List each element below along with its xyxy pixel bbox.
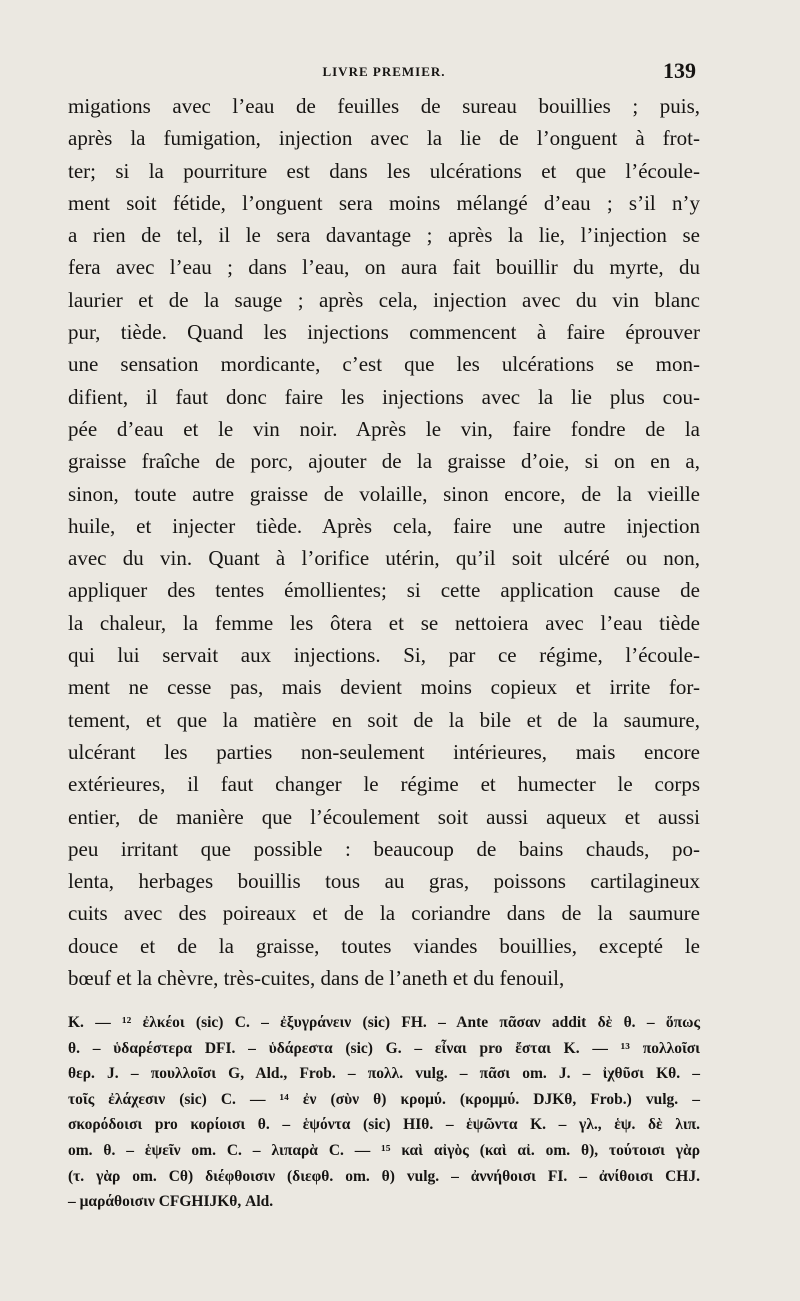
text-line: ulcérant les parties non-seulement intérieures, mais encore [68, 739, 700, 764]
text-line: entier, de manière que l’écoulement soit aussi aqueux et aussi [68, 804, 700, 829]
text-line: avec du vin. Quant à l’orifice utérin, qu’il soit ulcéré ou non, [68, 546, 700, 571]
text-line: lenta, herbages bouillis tous au gras, poissons cartilagineux [68, 869, 700, 894]
text-line: bœuf et la chèvre, très-cuites, dans de l’aneth et du fenouil, [68, 966, 565, 991]
text-line: ment ne cesse pas, mais devient moins copieux et irrite for- [68, 675, 700, 700]
text-line: laurier et de la sauge ; après cela, injection avec du vin blanc [68, 287, 700, 312]
footnote-line: θ. – ὑδαρέστερα DFI. – ὑδάρεστα (sic) G. – εἶναι pro ἔσται K. — ¹³ πολλοῖσι [68, 1039, 700, 1057]
text-line: cuits avec des poireaux et de la coriandre dans de la saumure [68, 901, 700, 926]
text-line: appliquer des tentes émollientes; si cette application cause de [68, 578, 700, 603]
body-text [68, 90, 700, 994]
running-head [68, 58, 700, 88]
text-line: tement, et que la matière en soit de la bile et de la saumure, [68, 707, 700, 732]
footnote-line: θερ. J. – πουλλοῖσι G, Ald., Frob. – πολλ. vulg. – πᾶσι om. J. – ἰχθῦσι Kθ. – [68, 1065, 700, 1083]
footnote-line: K. — ¹² ἐλκέοι (sic) C. – ἐξυγράνειν (sic) FH. – Ante πᾶσαν addit δὲ θ. – ὅπως [68, 1014, 700, 1031]
footnotes [68, 1010, 700, 1215]
footnote-line: τοῖς ἐλάχεσιν (sic) C. — ¹⁴ ἐν (σὺν θ) κρομύ. (κρομμύ. DJKθ, Frob.) vulg. – [68, 1090, 700, 1108]
text-line: fera avec l’eau ; dans l’eau, on aura fait bouillir du myrte, du [68, 255, 700, 280]
text-line: après la fumigation, injection avec la lie de l’onguent à frot- [68, 126, 700, 151]
text-line: migations avec l’eau de feuilles de sureau bouillies ; puis, [68, 94, 700, 118]
text-line: extérieures, il faut changer le régime et humecter le corps [68, 772, 700, 797]
text-line: pur, tiède. Quand les injections commencent à faire éprouver [68, 320, 700, 345]
running-title: LIVRE PREMIER. [322, 64, 446, 79]
text-line: une sensation mordicante, c’est que les ulcérations se mon- [68, 352, 700, 377]
page-number: 139 [663, 58, 696, 83]
text-line: ter; si la pourriture est dans les ulcérations et que l’écoule- [68, 158, 700, 183]
text-line: peu irritant que possible : beaucoup de bains chauds, po- [68, 836, 700, 861]
text-line: douce et de la graisse, toutes viandes bouillies, excepté le [68, 933, 700, 958]
footnote-line: om. θ. – ἑψεῖν om. C. – λιπαρὰ C. — ¹⁵ καὶ αἰγὸς (καὶ αἰ. om. θ), τούτοισι γὰρ [68, 1141, 700, 1159]
text-line: graisse fraîche de porc, ajouter de la graisse d’oie, si on en a, [68, 449, 700, 474]
text-line: pée d’eau et le vin noir. Après le vin, faire fondre de la [68, 416, 700, 441]
text-line: huile, et injecter tiède. Après cela, faire une autre injection [68, 513, 700, 538]
text-line: sinon, toute autre graisse de volaille, sinon encore, de la vieille [68, 481, 700, 506]
footnote-line: (τ. γὰρ om. Cθ) διέφθοισιν (διεφθ. om. θ) vulg. – ἀννήθοισι FI. – ἀνίθοισι CHJ. [68, 1167, 700, 1185]
text-line: la chaleur, la femme les ôtera et se nettoiera avec l’eau tiède [68, 610, 700, 635]
text-line: difient, il faut donc faire les injections avec la lie plus cou- [68, 384, 700, 409]
text-line: a rien de tel, il le sera davantage ; après la lie, l’injection se [68, 223, 700, 248]
text-line: qui lui servait aux injections. Si, par ce régime, l’écoule- [68, 643, 700, 668]
footnote-line: – μαράθοισιν CFGHIJKθ, Ald. [68, 1193, 274, 1211]
text-line: ment soit fétide, l’onguent sera moins mélangé d’eau ; s’il n’y [68, 190, 700, 215]
footnote-line: σκορόδοισι pro κορίοισι θ. – ἑψόντα (sic) HIθ. – ἑψῶντα K. – γλ., ἑψ. δὲ λιπ. [68, 1116, 700, 1134]
